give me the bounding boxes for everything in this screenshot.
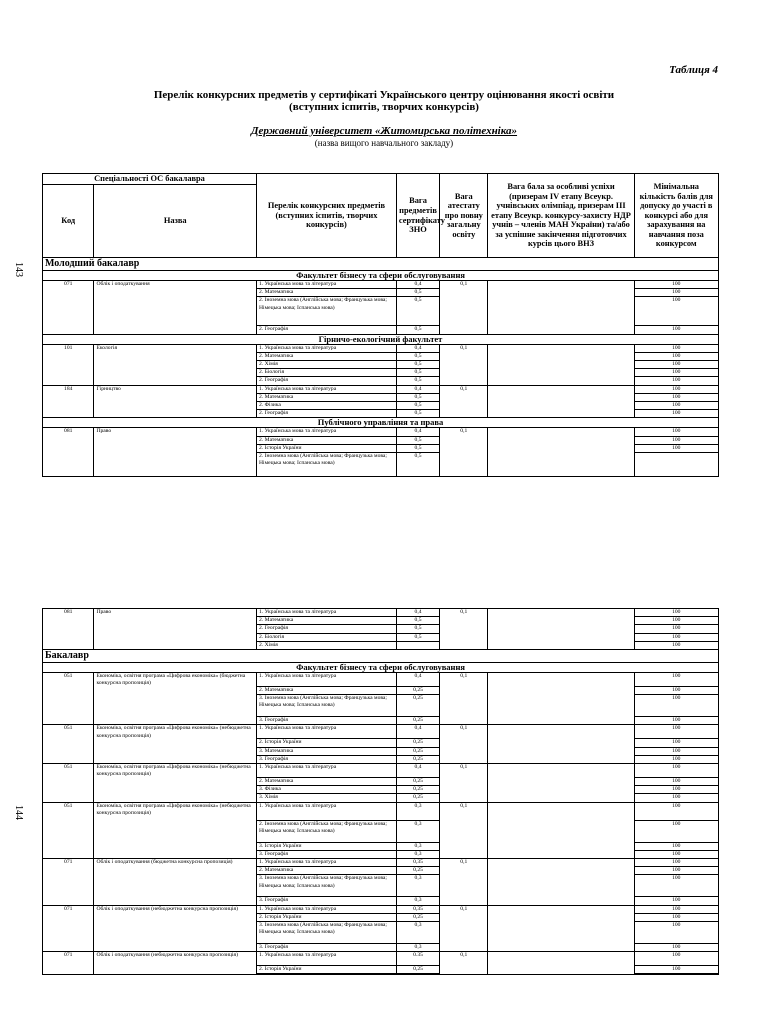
weight-cell: 0,3 (396, 842, 439, 850)
spec-code: 071 (43, 281, 94, 335)
min-cell: 100 (634, 867, 718, 875)
min-cell: 100 (634, 377, 718, 385)
min-cell: 100 (634, 352, 718, 360)
weight-cell: 0,5 (396, 436, 439, 444)
spec-name: Економіка, освітня програма «Цифрова економіка» (небюджетна конкурсна пропозиція) (94, 764, 257, 803)
min-cell: 100 (634, 786, 718, 794)
faculty-heading: Публічного управління та права (43, 418, 719, 428)
subject-cell: 3. Хімія (257, 794, 397, 802)
subject-cell: 2. Біологія (257, 633, 397, 641)
weight-cell: 0,5 (396, 393, 439, 401)
weight-cell: 0,5 (396, 297, 439, 326)
subject-cell: 3. Географія (257, 897, 397, 905)
weight-cell: 0,5 (396, 361, 439, 369)
cert-weight-cell: 0,1 (440, 385, 488, 418)
cert-weight-cell: 0,1 (440, 428, 488, 477)
min-cell: 100 (634, 842, 718, 850)
subject-cell: 2. Географія (257, 410, 397, 418)
min-cell: 100 (634, 802, 718, 820)
min-cell: 100 (634, 641, 718, 649)
spec-name: Економіка, освітня програма «Цифрова економіка» (небюджетна конкурсна пропозиція) (94, 725, 257, 764)
subject-cell: 1. Українська мова та література (257, 952, 397, 966)
table-row (43, 859, 719, 867)
cert-weight-cell: 0,1 (440, 952, 488, 975)
spec-name: Гірництво (94, 385, 257, 418)
weight-cell: 0,3 (396, 820, 439, 842)
header-code: Код (43, 185, 94, 258)
weight-cell: 0,5 (396, 617, 439, 625)
subject-cell: 1. Українська мова та література (257, 673, 397, 687)
subject-cell: 1. Українська мова та література (257, 428, 397, 436)
page-number-143: 143 (13, 262, 24, 277)
min-cell: 100 (634, 444, 718, 452)
min-cell: 100 (634, 289, 718, 297)
subject-cell: 2. Математика (257, 393, 397, 401)
subject-cell: 2. Математика (257, 687, 397, 695)
min-cell: 100 (634, 952, 718, 966)
spec-name: Облік і оподаткування (небюджетна конкурсна пропозиція) (94, 905, 257, 952)
bonus-cell (488, 281, 634, 335)
cert-weight-cell: 0,1 (440, 802, 488, 858)
subject-cell: 3. Математика (257, 747, 397, 755)
spec-code: 081 (43, 428, 94, 477)
subject-cell: 3. Іноземна мова (Англійська мова; Французька мова; Німецька мова; Іспанська мова) (257, 922, 397, 944)
table-row (43, 905, 719, 913)
weight-cell: 0,3 (396, 944, 439, 952)
spec-code: 184 (43, 385, 94, 418)
weight-cell: 0,4 (396, 725, 439, 739)
title-line-1: Перелік конкурсних предметів у сертифікаті Українського центру оцінювання якості освіти (153, 89, 615, 101)
header-weight-zno: Вага предметів сертифікату ЗНО (396, 174, 439, 258)
spec-name: Право (94, 428, 257, 477)
weight-cell: 0,25 (396, 717, 439, 725)
spec-name: Екологія (94, 344, 257, 385)
subject-cell: 3. Географія (257, 717, 397, 725)
weight-cell (396, 974, 439, 975)
weight-cell: 0,5 (396, 289, 439, 297)
spec-name: Облік і оподаткування (бюджетна конкурсна пропозиція) (94, 859, 257, 906)
min-cell: 100 (634, 905, 718, 913)
min-cell: 100 (634, 913, 718, 921)
subjects-table-page-143 (42, 173, 719, 477)
page-number-144: 144 (13, 805, 24, 820)
subject-cell: 3. Іноземна мова (Англійська мова; Французька мова; Німецька мова; Іспанська мова) (257, 875, 397, 897)
cert-weight-cell: 0,1 (440, 609, 488, 650)
table-row (43, 281, 719, 289)
table-row (43, 609, 719, 617)
spec-code: 071 (43, 905, 94, 952)
subject-cell: 3. Географія (257, 755, 397, 763)
weight-cell: 0,25 (396, 966, 439, 974)
min-cell: 100 (634, 625, 718, 633)
weight-cell: 0.35 (396, 952, 439, 966)
subject-cell: 2. Історія України (257, 913, 397, 921)
subject-cell: 1. Українська мова та література (257, 609, 397, 617)
weight-cell: 0,3 (396, 802, 439, 820)
weight-cell: 0,25 (396, 778, 439, 786)
bonus-cell (488, 344, 634, 385)
weight-cell: 0,25 (396, 786, 439, 794)
min-cell: 100 (634, 369, 718, 377)
bonus-cell (488, 802, 634, 858)
table-row (43, 725, 719, 739)
faculty-heading: Факультет бізнесу та сфери обслуговування (43, 663, 719, 673)
header-name: Назва (94, 185, 257, 258)
spec-code: 051 (43, 764, 94, 803)
table-row (43, 952, 719, 966)
subject-cell: 2. Математика (257, 436, 397, 444)
weight-cell: 0,3 (396, 897, 439, 905)
subject-cell: 2. Біологія (257, 369, 397, 377)
min-cell: 100 (634, 393, 718, 401)
min-cell: 100 (634, 617, 718, 625)
bonus-cell (488, 952, 634, 975)
weight-cell: 0,3 (396, 875, 439, 897)
header-subjects: Перелік конкурсних предметів (вступних іспитів, творчих конкурсів) (257, 174, 397, 258)
min-cell: 100 (634, 778, 718, 786)
cert-weight-cell: 0,1 (440, 905, 488, 952)
faculty-heading: Факультет бізнесу та сфери обслуговування (43, 271, 719, 281)
weight-cell: 0,5 (396, 352, 439, 360)
bonus-cell (488, 385, 634, 418)
min-cell: 100 (634, 344, 718, 352)
weight-cell: 0,4 (396, 673, 439, 687)
spec-name: Економіка, освітня програма «Цифрова економіка» (небюджетна конкурсна пропозиція) (94, 802, 257, 858)
subject-cell: 3. Фізика (257, 786, 397, 794)
spec-name: Право (94, 609, 257, 650)
weight-cell: 0,3 (396, 850, 439, 858)
spec-code: 051 (43, 802, 94, 858)
title-line-2: (вступних іспитів, творчих конкурсів) (289, 101, 479, 113)
min-cell: 100 (634, 609, 718, 617)
weight-cell: 0,5 (396, 453, 439, 477)
subject-cell: 2. Іноземна мова (Англійська мова; Французька мова; Німецька мова; Іспанська мова) (257, 297, 397, 326)
weight-cell: 0,25 (396, 739, 439, 747)
level-heading: Бакалавр (43, 650, 719, 663)
subject-cell: 3. Іноземна мова (Англійська мова; Французька мова; Німецька мова; Іспанська мова) (257, 695, 397, 717)
weight-cell: 0,5 (396, 625, 439, 633)
table-row (43, 673, 719, 687)
weight-cell: 0,25 (396, 794, 439, 802)
subject-cell: 2. Математика (257, 617, 397, 625)
subject-cell: 1. Українська мова та література (257, 764, 397, 778)
weight-cell: 0,5 (396, 377, 439, 385)
subjects-table-page-144 (42, 608, 719, 975)
min-cell: 100 (634, 673, 718, 687)
cert-weight-cell: 0,1 (440, 764, 488, 803)
weight-cell: 0,25 (396, 913, 439, 921)
subject-cell: 2. Математика (257, 867, 397, 875)
weight-cell: 0,5 (396, 369, 439, 377)
spec-code: 081 (43, 609, 94, 650)
subject-cell: 2. Математика (257, 352, 397, 360)
min-cell: 100 (634, 875, 718, 897)
subject-cell: 3. Географія (257, 944, 397, 952)
bonus-cell (488, 859, 634, 906)
min-cell: 100 (634, 695, 718, 717)
weight-cell: 0,35 (396, 905, 439, 913)
weight-cell: 0,4 (396, 344, 439, 352)
table-label: Таблиця 4 (669, 64, 718, 76)
subject-cell: 2. Математика (257, 289, 397, 297)
subject-cell: 2. Хімія (257, 641, 397, 649)
spec-code: 051 (43, 673, 94, 725)
university-name: Державний університет «Житомирська політехніка» (250, 125, 518, 137)
cert-weight-cell: 0,1 (440, 281, 488, 335)
header-specialities: Спеціальності ОС бакалавра (43, 174, 257, 185)
weight-cell: 0,5 (396, 633, 439, 641)
spec-code: 071 (43, 859, 94, 906)
min-cell: 100 (634, 859, 718, 867)
spec-code: 051 (43, 725, 94, 764)
min-cell: 100 (634, 297, 718, 326)
min-cell: 100 (634, 385, 718, 393)
bonus-cell (488, 764, 634, 803)
weight-cell: 0,4 (396, 281, 439, 289)
min-cell: 100 (634, 897, 718, 905)
level-heading: Молодший бакалавр (43, 258, 719, 271)
header-weight-certificate: Вага атестату про повну загальну освіту (440, 174, 488, 258)
weight-cell: 0,3 (396, 922, 439, 944)
university-caption: (назва вищого навчального закладу) (314, 138, 454, 148)
weight-cell: 0,25 (396, 695, 439, 717)
weight-cell: 0,4 (396, 764, 439, 778)
min-cell (634, 453, 718, 477)
min-cell: 100 (634, 361, 718, 369)
weight-cell: 0,25 (396, 747, 439, 755)
cert-weight-cell: 0,1 (440, 725, 488, 764)
weight-cell: 0,5 (396, 444, 439, 452)
min-cell: 100 (634, 717, 718, 725)
subject-cell: 1. Українська мова та література (257, 344, 397, 352)
min-cell: 100 (634, 687, 718, 695)
weight-cell (396, 641, 439, 649)
spec-code: 071 (43, 952, 94, 975)
subject-cell: 2. Фізика (257, 402, 397, 410)
min-cell: 100 (634, 944, 718, 952)
min-cell: 100 (634, 725, 718, 739)
document-title (100, 89, 668, 113)
table-row (43, 428, 719, 436)
subject-cell: 2. Історія України (257, 444, 397, 452)
min-cell: 100 (634, 739, 718, 747)
subject-cell: 2. Географія (257, 625, 397, 633)
weight-cell: 0,25 (396, 687, 439, 695)
subject-cell: 2. Історія України (257, 739, 397, 747)
bonus-cell (488, 905, 634, 952)
min-cell: 100 (634, 326, 718, 334)
spec-name: Облік і оподаткування (94, 281, 257, 335)
min-cell: 100 (634, 428, 718, 436)
cert-weight-cell: 0,1 (440, 344, 488, 385)
subject-cell: 1. Українська мова та література (257, 905, 397, 913)
weight-cell: 0,35 (396, 859, 439, 867)
subject-cell: 1. Українська мова та література (257, 725, 397, 739)
cert-weight-cell: 0,1 (440, 673, 488, 725)
subject-cell: 2. Географія (257, 377, 397, 385)
bonus-cell (488, 428, 634, 477)
subject-cell: 1. Українська мова та література (257, 281, 397, 289)
min-cell (634, 974, 718, 975)
min-cell: 100 (634, 820, 718, 842)
table-row (43, 802, 719, 820)
subject-cell: 2. Іноземна мова (Англійська мова; Французька мова; Німецька мова; Іспанська мова) (257, 820, 397, 842)
min-cell: 100 (634, 755, 718, 763)
weight-cell: 0,4 (396, 385, 439, 393)
min-cell: 100 (634, 747, 718, 755)
subject-cell: 2. Географія (257, 326, 397, 334)
subject-cell: 3. Географія (257, 850, 397, 858)
subject-cell: 1. Українська мова та література (257, 802, 397, 820)
min-cell: 100 (634, 633, 718, 641)
min-cell: 100 (634, 850, 718, 858)
min-cell: 100 (634, 436, 718, 444)
weight-cell: 0,5 (396, 326, 439, 334)
min-cell: 100 (634, 410, 718, 418)
weight-cell: 0,5 (396, 410, 439, 418)
faculty-heading: Гірничо-екологічний факультет (43, 334, 719, 344)
bonus-cell (488, 673, 634, 725)
min-cell: 100 (634, 966, 718, 974)
min-cell: 100 (634, 794, 718, 802)
bonus-cell (488, 725, 634, 764)
spec-name: Облік і оподаткування (небюджетна конкурсна пропозиція) (94, 952, 257, 975)
header-min-score: Мінімальна кількість балів для допуску до участі в конкурсі або для зарахування на навчання поза конкурсом (634, 174, 718, 258)
subject-cell: 3. Історія України (257, 842, 397, 850)
weight-cell: 0,25 (396, 755, 439, 763)
table-row (43, 385, 719, 393)
min-cell: 100 (634, 402, 718, 410)
min-cell: 100 (634, 922, 718, 944)
subject-cell: 2. Історія України (257, 966, 397, 974)
subject-cell: 1. Українська мова та література (257, 385, 397, 393)
table-row (43, 344, 719, 352)
min-cell: 100 (634, 281, 718, 289)
subject-cell: 1. Українська мова та література (257, 859, 397, 867)
spec-name: Економіка, освітня програма «Цифрова економіка» (бюджетна конкурсна пропозиція) (94, 673, 257, 725)
subject-cell: 2. Математика (257, 778, 397, 786)
table-row (43, 764, 719, 778)
weight-cell: 0,4 (396, 428, 439, 436)
spec-code: 101 (43, 344, 94, 385)
subject-cell: 2. Хімія (257, 361, 397, 369)
bonus-cell (488, 609, 634, 650)
subject-cell (257, 974, 397, 975)
header-weight-bonus: Вага бала за особливі успіхи (призерам IV етапу Всеукр. учнівських олімпіад, призерам III етапу Всеукр. конкурсу-захисту НДР учнів – членів МАН України) та/або за успішне закінчення підготовчих курсів цього ВНЗ (488, 174, 634, 258)
weight-cell: 0,25 (396, 867, 439, 875)
weight-cell: 0,5 (396, 402, 439, 410)
cert-weight-cell: 0,1 (440, 859, 488, 906)
weight-cell: 0,4 (396, 609, 439, 617)
subject-cell: 2. Іноземна мова (Англійська мова; Французька мова; Німецька мова; Іспанська мова) (257, 453, 397, 477)
min-cell: 100 (634, 764, 718, 778)
